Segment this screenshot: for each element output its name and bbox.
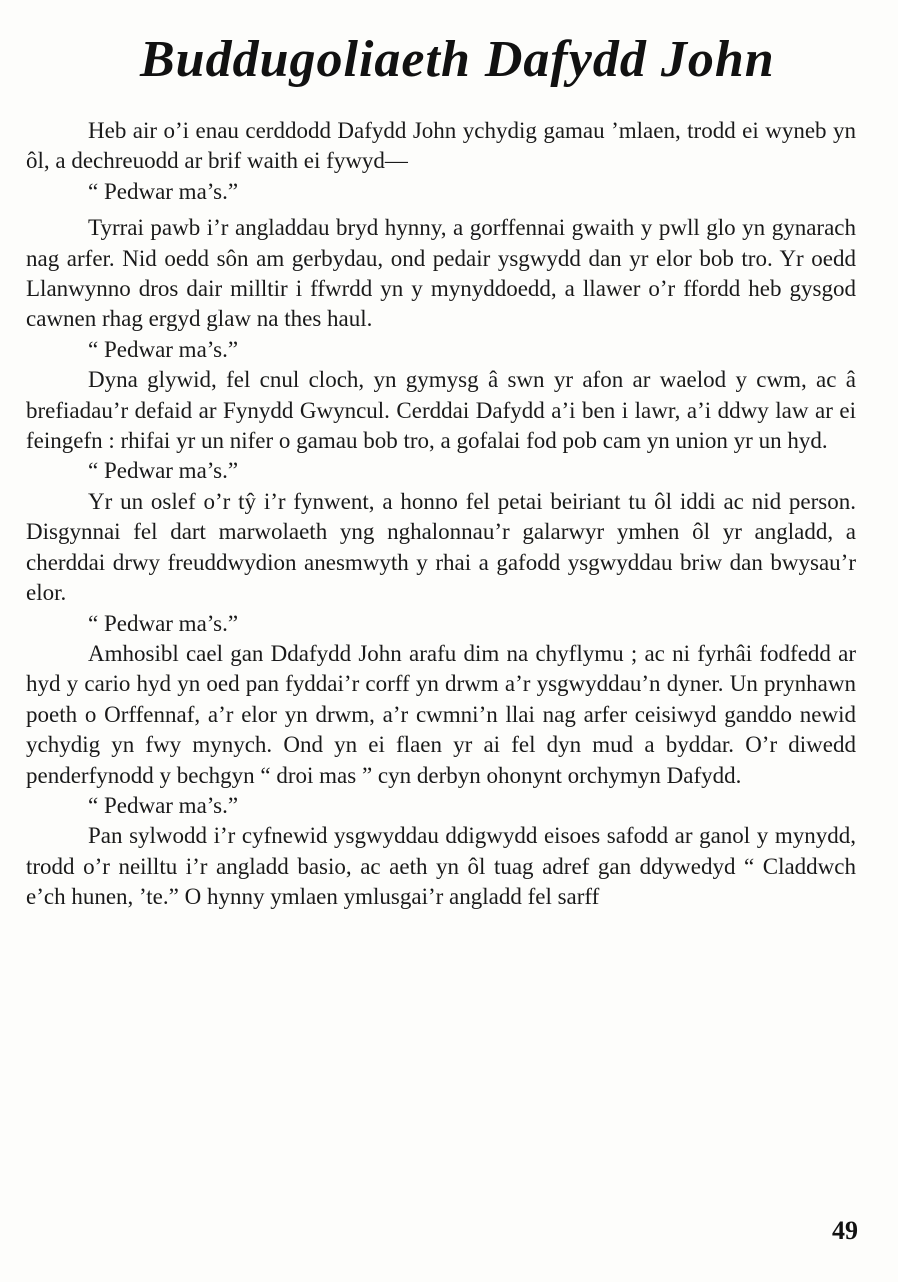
dialogue-line: “ Pedwar ma’s.” bbox=[88, 458, 239, 484]
dialogue-line: “ Pedwar ma’s.” bbox=[88, 336, 239, 362]
body-text bbox=[26, 116, 856, 913]
dialogue-line: “ Pedwar ma’s.” bbox=[88, 792, 239, 818]
dialogue-line: “ Pedwar ma’s.” bbox=[88, 178, 239, 204]
paragraph: Heb air o’i enau cerddodd Dafydd John ychydig gamau ’mlaen, trodd ei wyneb yn ôl, a dechreuodd ar brif waith ei fywyd— bbox=[26, 118, 856, 174]
paragraph: Dyna glywid, fel cnul cloch, yn gymysg â swn yr afon ar waelod y cwm, ac â brefiadau’r defaid ar Fynydd Gwyncul. Cerddai Dafydd a’i ben i lawr, a’i ddwy law ar ei feingefn : rhifai yr un nifer o gamau bob tro, a gofalai fod pob cam yn union yr un hyd. bbox=[26, 367, 856, 454]
paragraph: Amhosibl cael gan Ddafydd John arafu dim na chyflymu ; ac ni fyrhâi fodfedd ar hyd y cario hyd yn oed pan fyddai’r corff yn drwm a’r ysgwyddau’n dyner. Un prynhawn poeth o Orffennaf, a’r elor yn drwm, a’r cwmni’n llai nag arfer ceisiwyd ganddo newid ychydig yn fwy mynych. Ond yn ei flaen yr ai fel dyn mud a byddar. O’r diwedd penderfynodd y bechgyn “ droi mas ” cyn derbyn ohonynt orchymyn Dafydd. bbox=[26, 640, 856, 788]
paragraph: Yr un oslef o’r tŷ i’r fynwent, a honno fel petai beiriant tu ôl iddi ac nid person. Disgynnai fel dart marwolaeth yng nghalonnau’r galarwyr ymhen ôl yr angladd, a cherddai drwy freuddwydion anesmwyth y rhai a gafodd ysgwyddau briw dan bwysau’r elor. bbox=[26, 488, 856, 606]
paragraph: Tyrrai pawb i’r angladdau bryd hynny, a gorffennai gwaith y pwll glo yn gynarach nag arfer. Nid oedd sôn am gerbydau, ond pedair ysgwydd dan yr elor bob tro. Yr oedd Llanwynno dros dair milltir i ffwrdd yn y mynyddoedd, a llawer o’r ffordd heb gysgod cawnen rhag ergyd glaw na thes haul. bbox=[26, 215, 856, 332]
paragraph: Pan sylwodd i’r cyfnewid ysgwyddau ddigwydd eisoes safodd ar ganol y mynydd, trodd o’r neilltu i’r angladd basio, ac aeth yn ôl tuag adref gan ddywedyd “ Claddwch e’ch hunen, ’te.” O hynny ymlaen ymlusgai’r angladd fel sarff bbox=[26, 823, 856, 910]
page-number: 49 bbox=[832, 1216, 858, 1245]
dialogue-line: “ Pedwar ma’s.” bbox=[88, 610, 239, 636]
chapter-title: Buddugoliaeth Dafydd John bbox=[140, 31, 775, 88]
